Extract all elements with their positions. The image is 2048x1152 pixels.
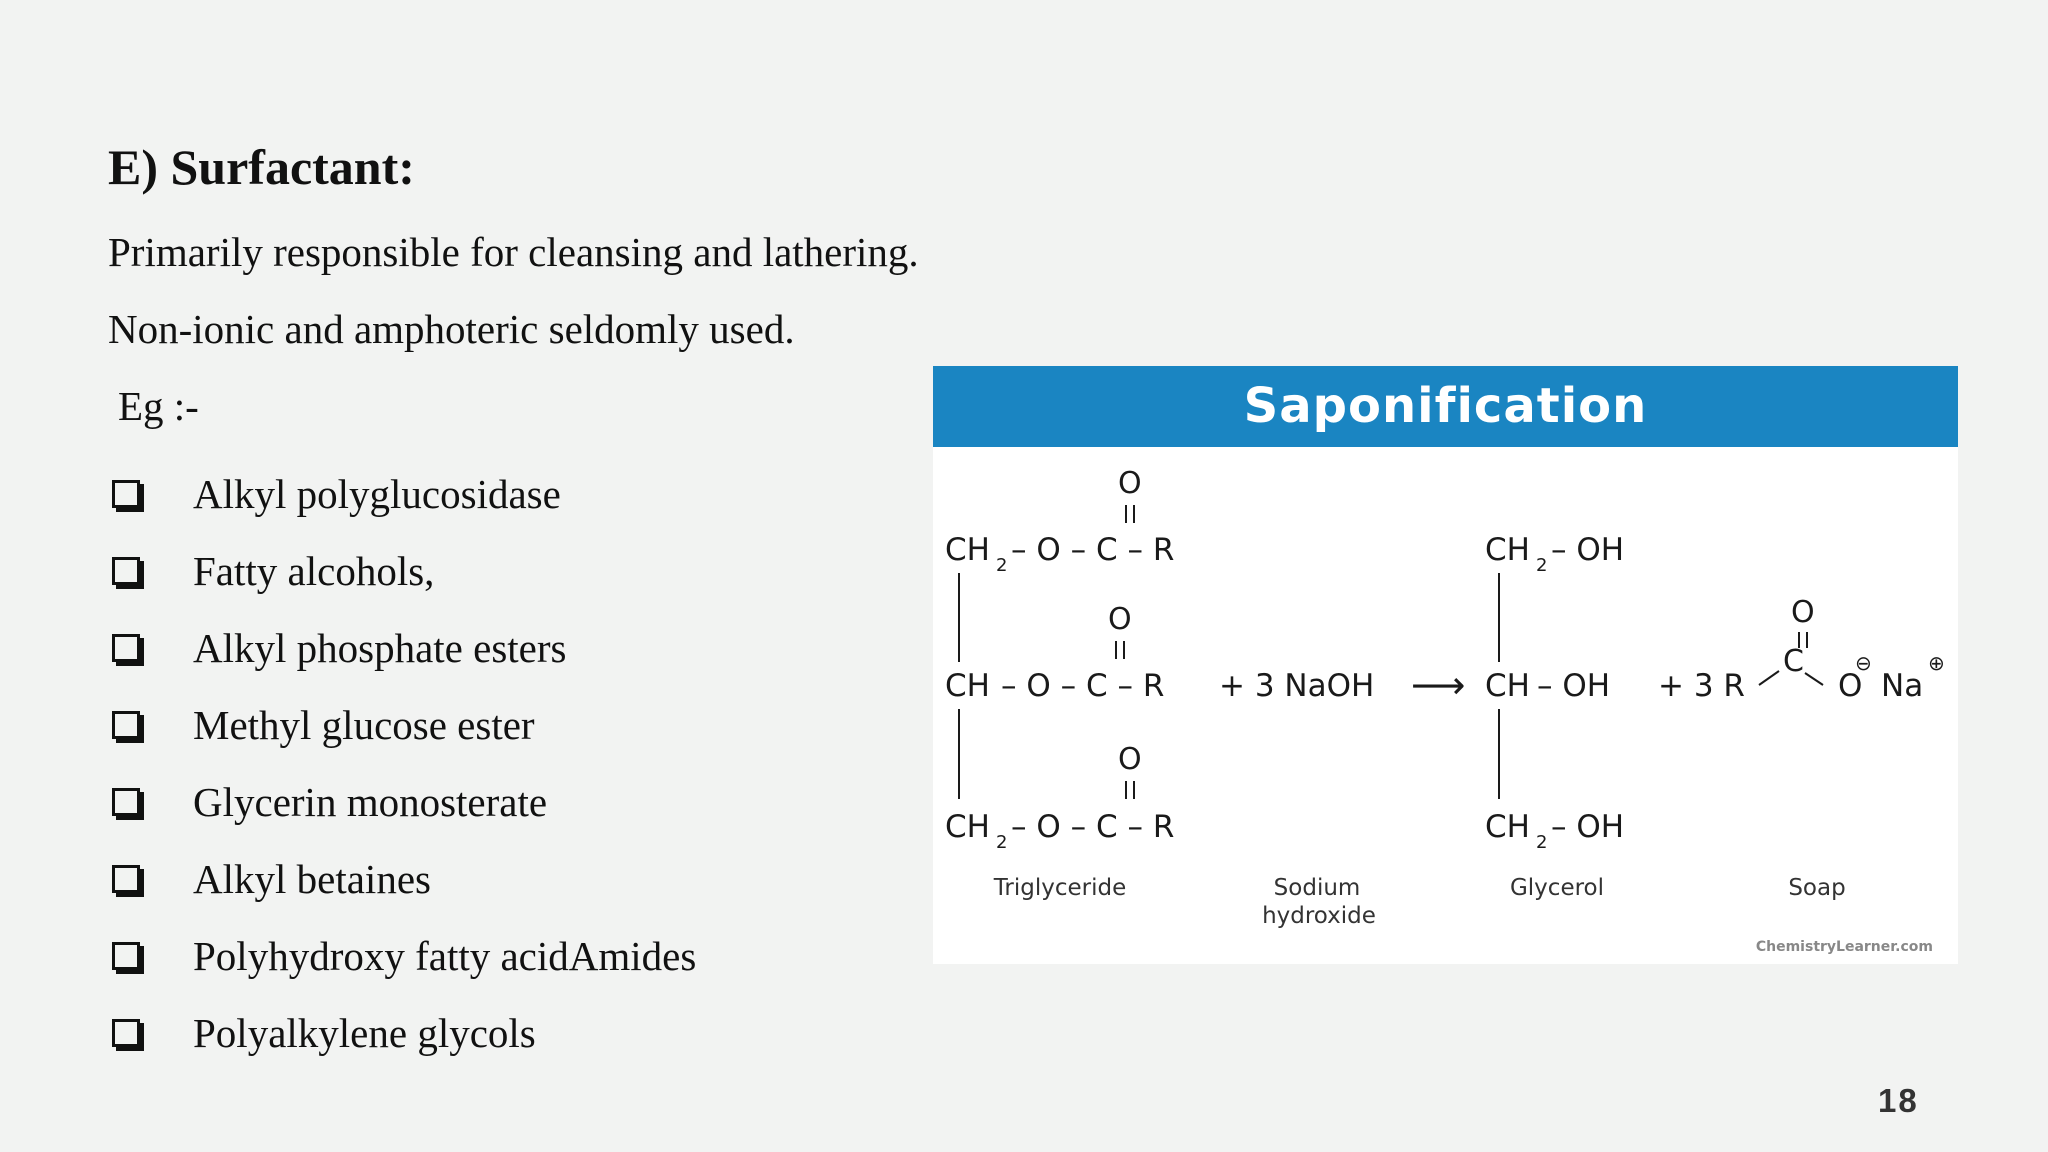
- sodium-ion: Na: [1881, 668, 1924, 704]
- list-item: Polyhydroxy fatty acidAmides: [108, 917, 696, 994]
- checkbox-icon: [112, 634, 140, 662]
- carbonyl-oxygen-3: O: [1118, 742, 1142, 777]
- positive-charge-icon: ⊕: [1928, 651, 1945, 675]
- soap-oxygen: O: [1838, 668, 1863, 704]
- list-item: Alkyl betaines: [108, 840, 696, 917]
- example-label: Eg :-: [118, 383, 199, 429]
- reaction-arrow-icon: ⟶: [1411, 663, 1466, 707]
- description-line-1: Primarily responsible for cleansing and lathering.: [108, 229, 919, 275]
- figure-credit: ChemistryLearner.com: [1755, 939, 1933, 955]
- ester-linkage-1: – O – C – R: [1011, 532, 1175, 568]
- saponification-equation: [933, 447, 1958, 964]
- label-triglyceride: Triglyceride: [993, 875, 1127, 901]
- page-number: 18: [1878, 1082, 1919, 1119]
- label-glycerol: Glycerol: [1509, 875, 1605, 901]
- figure-title: Saponification: [933, 366, 1958, 447]
- hydroxyl-2: – OH: [1537, 668, 1611, 704]
- soap-carbonyl-oxygen: O: [1791, 595, 1815, 630]
- checkbox-icon: [112, 557, 140, 585]
- svg-text:2: 2: [996, 832, 1008, 853]
- glycerol-ch: CH: [1485, 668, 1530, 704]
- description-line-2: Non-ionic and amphoteric seldomly used.: [108, 306, 795, 352]
- saponification-figure: [933, 366, 1958, 964]
- ch-group: CH: [945, 668, 990, 704]
- list-item: Polyalkylene glycols: [108, 994, 696, 1071]
- hydroxyl-1: – OH: [1551, 532, 1625, 568]
- svg-text:2: 2: [996, 555, 1008, 576]
- checkbox-icon: [112, 480, 140, 508]
- checkbox-icon: [112, 711, 140, 739]
- svg-text:2: 2: [1536, 832, 1548, 853]
- glycerol-ch2-3: CH: [1485, 809, 1530, 845]
- sodium-hydroxide: + 3 NaOH: [1219, 668, 1375, 704]
- svg-text:2: 2: [1536, 555, 1548, 576]
- carbonyl-oxygen-2: O: [1108, 602, 1132, 637]
- list-item: Methyl glucose ester: [108, 686, 696, 763]
- negative-charge-icon: ⊖: [1855, 651, 1872, 675]
- ester-linkage-2: – O – C – R: [1001, 668, 1165, 704]
- checkbox-icon: [112, 865, 140, 893]
- hydroxyl-3: – OH: [1551, 809, 1625, 845]
- soap-r-group: + 3 R: [1658, 668, 1745, 704]
- checkbox-icon: [112, 1019, 140, 1047]
- label-soap: Soap: [1788, 875, 1846, 901]
- surfactant-list: [108, 455, 696, 1071]
- list-item: Fatty alcohols,: [108, 532, 696, 609]
- list-item: Glycerin monosterate: [108, 763, 696, 840]
- checkbox-icon: [112, 942, 140, 970]
- ester-linkage-3: – O – C – R: [1011, 809, 1175, 845]
- carbonyl-oxygen-1: O: [1118, 466, 1142, 501]
- label-hydroxide: hydroxide: [1262, 903, 1376, 929]
- glycerol-ch2-1: CH: [1485, 532, 1530, 568]
- label-sodium: Sodium: [1273, 875, 1361, 901]
- list-item: Alkyl phosphate esters: [108, 609, 696, 686]
- checkbox-icon: [112, 788, 140, 816]
- list-item: Alkyl polyglucosidase: [108, 455, 696, 532]
- ch2-group-1: CH: [945, 532, 990, 568]
- soap-carbon: C: [1783, 644, 1804, 679]
- slide-title: E) Surfactant:: [108, 139, 415, 195]
- ch2-group-3: CH: [945, 809, 990, 845]
